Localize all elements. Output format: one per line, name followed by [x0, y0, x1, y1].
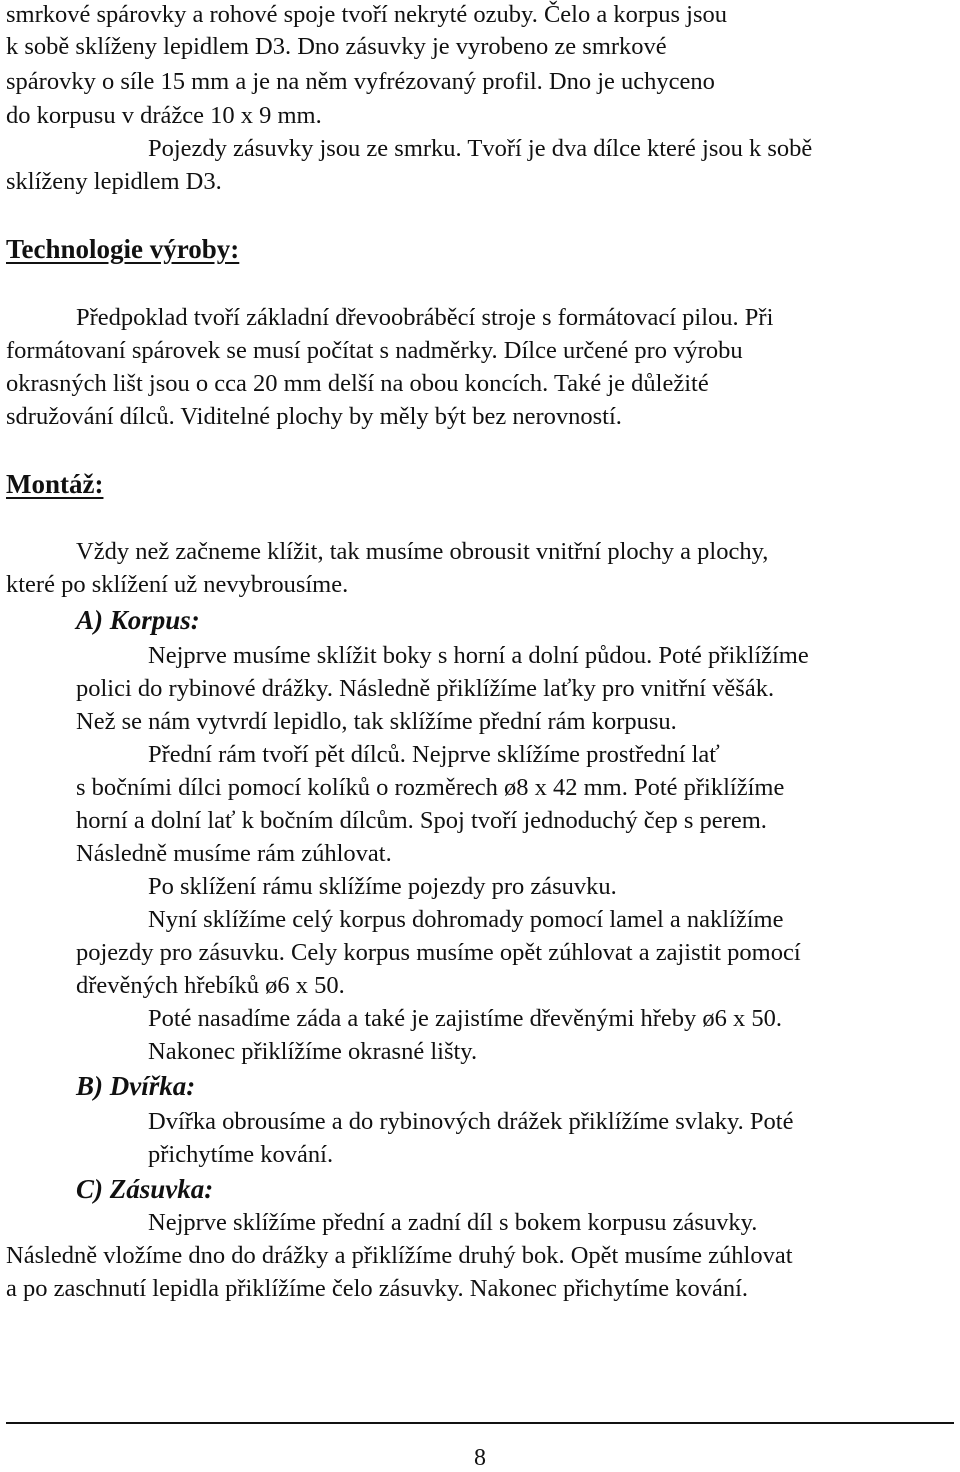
paragraph-line: horní a dolní lať k bočním dílcům. Spoj tvoří jednoduchý čep s perem.: [76, 807, 767, 834]
section-heading-montaz: Montáž:: [6, 469, 104, 499]
paragraph-line: Nakonec přiklížíme okrasné lišty.: [148, 1038, 478, 1065]
paragraph-line: Než se nám vytvrdí lepidlo, tak sklížíme přední rám korpusu.: [76, 708, 677, 735]
section-heading-technologie: Technologie výroby:: [6, 234, 240, 264]
intro-line: k sobě sklíženy lepidlem D3. Dno zásuvky je vyrobeno ze smrkové: [6, 33, 667, 60]
paragraph-line: Nyní sklížíme celý korpus dohromady pomocí lamel a naklížíme: [148, 906, 784, 933]
paragraph-line: Vždy než začneme klížit, tak musíme obrousit vnitřní plochy a plochy,: [76, 538, 769, 565]
paragraph-line: Po sklížení rámu sklížíme pojezdy pro zásuvku.: [148, 873, 617, 900]
paragraph-line: pojezdy pro zásuvku. Cely korpus musíme opět zúhlovat a zajistit pomocí: [76, 939, 801, 966]
intro-line: smrkové spárovky a rohové spoje tvoří nekryté ozuby. Čelo a korpus jsou: [6, 1, 728, 28]
paragraph-line: které po sklížení už nevybrousíme.: [6, 571, 349, 598]
intro-line: sklíženy lepidlem D3.: [6, 168, 222, 195]
intro-line: Pojezdy zásuvky jsou ze smrku. Tvoří je dva dílce které jsou k sobě: [148, 135, 813, 162]
subsection-zasuvka: C) Zásuvka:: [76, 1174, 214, 1204]
paragraph-line: s bočními dílci pomocí kolíků o rozměrech ø8 x 42 mm. Poté přiklížíme: [76, 774, 785, 801]
paragraph-line: Následně vložíme dno do drážky a přiklížíme druhý bok. Opět musíme zúhlovat: [6, 1242, 793, 1269]
paragraph-line: dřevěných hřebíků ø6 x 50.: [76, 972, 345, 999]
paragraph-line: okrasných lišt jsou o cca 20 mm delší na obou koncích. Také je důležité: [6, 370, 709, 397]
paragraph-line: Nejprve sklížíme přední a zadní díl s bokem korpusu zásuvky.: [148, 1209, 758, 1236]
paragraph-line: Dvířka obrousíme a do rybinových drážek přiklížíme svlaky. Poté: [148, 1108, 794, 1135]
page-number: 8: [474, 1445, 486, 1471]
subsection-dvirka: B) Dvířka:: [76, 1071, 196, 1101]
paragraph-line: sdružování dílců. Viditelné plochy by měly být bez nerovností.: [6, 403, 622, 430]
paragraph-line: Přední rám tvoří pět dílců. Nejprve sklížíme prostřední lať: [148, 741, 720, 768]
paragraph-line: formátovaní spárovek se musí počítat s nadměrky. Dílce určené pro výrobu: [6, 337, 743, 364]
paragraph-line: Předpoklad tvoří základní dřevoobráběcí stroje s formátovací pilou. Při: [76, 304, 774, 331]
paragraph-line: polici do rybinové drážky. Následně přiklížíme laťky pro vnitřní věšák.: [76, 675, 775, 702]
intro-line: spárovky o síle 15 mm a je na něm vyfrézovaný profil. Dno je uchyceno: [6, 68, 715, 95]
paragraph-line: a po zaschnutí lepidla přiklížíme čelo zásuvky. Nakonec přichytíme kování.: [6, 1275, 749, 1302]
paragraph-line: Poté nasadíme záda a také je zajistíme dřevěnými hřeby ø6 x 50.: [148, 1005, 783, 1032]
intro-line: do korpusu v drážce 10 x 9 mm.: [6, 102, 322, 129]
footer-divider: [6, 1422, 954, 1424]
paragraph-line: Nejprve musíme sklížit boky s horní a dolní půdou. Poté přiklížíme: [148, 642, 809, 669]
paragraph-line: přichytíme kování.: [148, 1141, 334, 1168]
subsection-korpus: A) Korpus:: [76, 605, 200, 635]
paragraph-line: Následně musíme rám zúhlovat.: [76, 840, 392, 867]
